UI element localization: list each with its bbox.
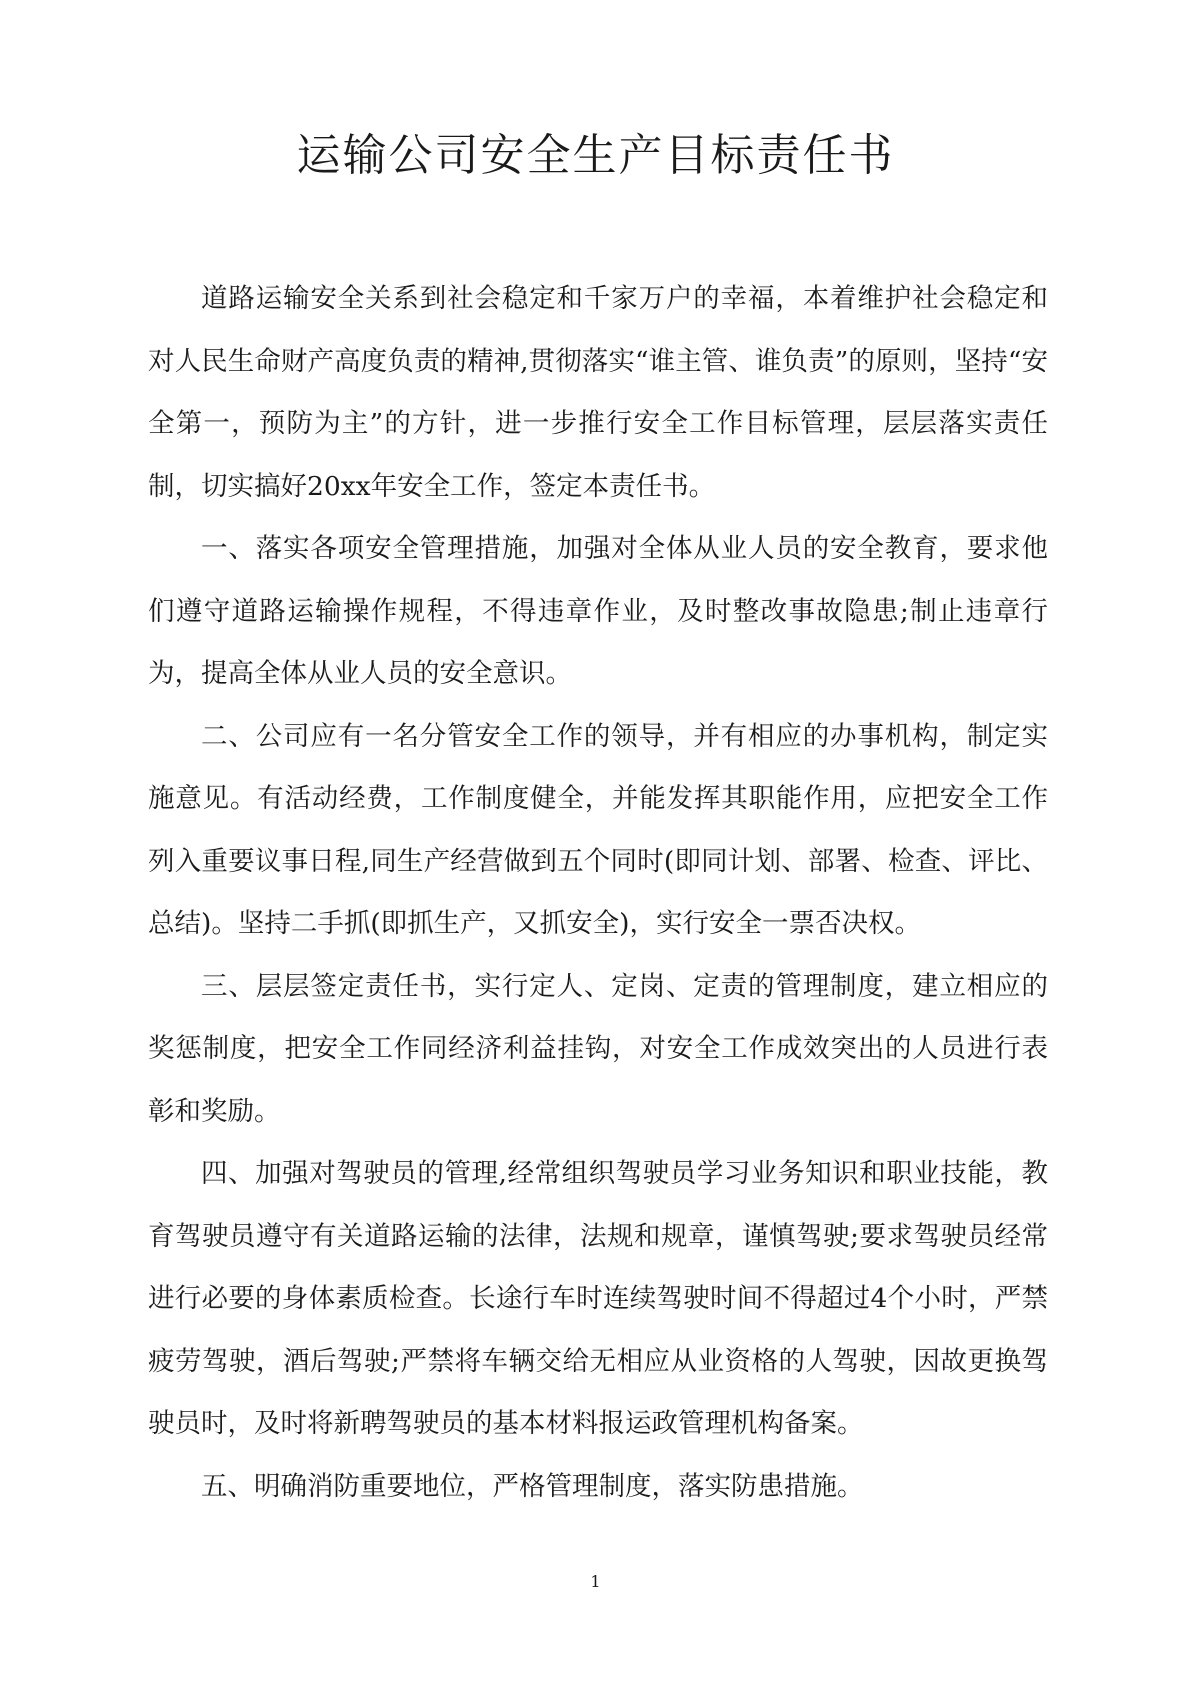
clause-5-paragraph: 五、明确消防重要地位，严格管理制度，落实防患措施。 xyxy=(201,1470,864,1502)
document-title: 运输公司安全生产目标责任书 xyxy=(296,130,895,181)
clause-2-paragraph: 二、公司应有一名分管安全工作的领导，并有相应的办事机构，制定实施意见。有活动经费，工作制度健全，并能发挥其职能作用，应把安全工作列入重要议事日程,同生产经营做到五个同时(即同计划、部署、检查、评比、总结)。坚持二手抓(即抓生产，又抓安全)，实行安全一票否决权。 xyxy=(148,720,1048,939)
intro-paragraph: 道路运输安全关系到社会稳定和千家万户的幸福，本着维护社会稳定和对人民生命财产高度负责的精神,贯彻落实“谁主管、谁负责”的原则，坚持“安全第一，预防为主”的方针，进一步推行安全工作目标管理，层层落实责任制，切实搞好20xx年安全工作，签定本责任书。 xyxy=(148,283,1048,502)
clause-1-paragraph: 一、落实各项安全管理措施，加强对全体从业人员的安全教育，要求他们遵守道路运输操作规程，不得违章作业，及时整改事故隐患;制止违章行为，提高全体从业人员的安全意识。 xyxy=(148,533,1048,689)
page-number: 1 xyxy=(590,1572,601,1591)
clause-4-paragraph: 四、加强对驾驶员的管理,经常组织驾驶员学习业务知识和职业技能，教育驾驶员遵守有关道路运输的法律，法规和规章，谨慎驾驶;要求驾驶员经常进行必要的身体素质检查。长途行车时连续驾驶时间不得超过4个小时，严禁疲劳驾驶，酒后驾驶;严禁将车辆交给无相应从业资格的人驾驶，因故更换驾驶员时，及时将新聘驾驶员的基本材料报运政管理机构备案。 xyxy=(148,1158,1048,1439)
document-body xyxy=(148,268,1048,1518)
clause-3-paragraph: 三、层层签定责任书，实行定人、定岗、定责的管理制度，建立相应的奖惩制度，把安全工作同经济利益挂钩，对安全工作成效突出的人员进行表彰和奖励。 xyxy=(148,970,1048,1127)
